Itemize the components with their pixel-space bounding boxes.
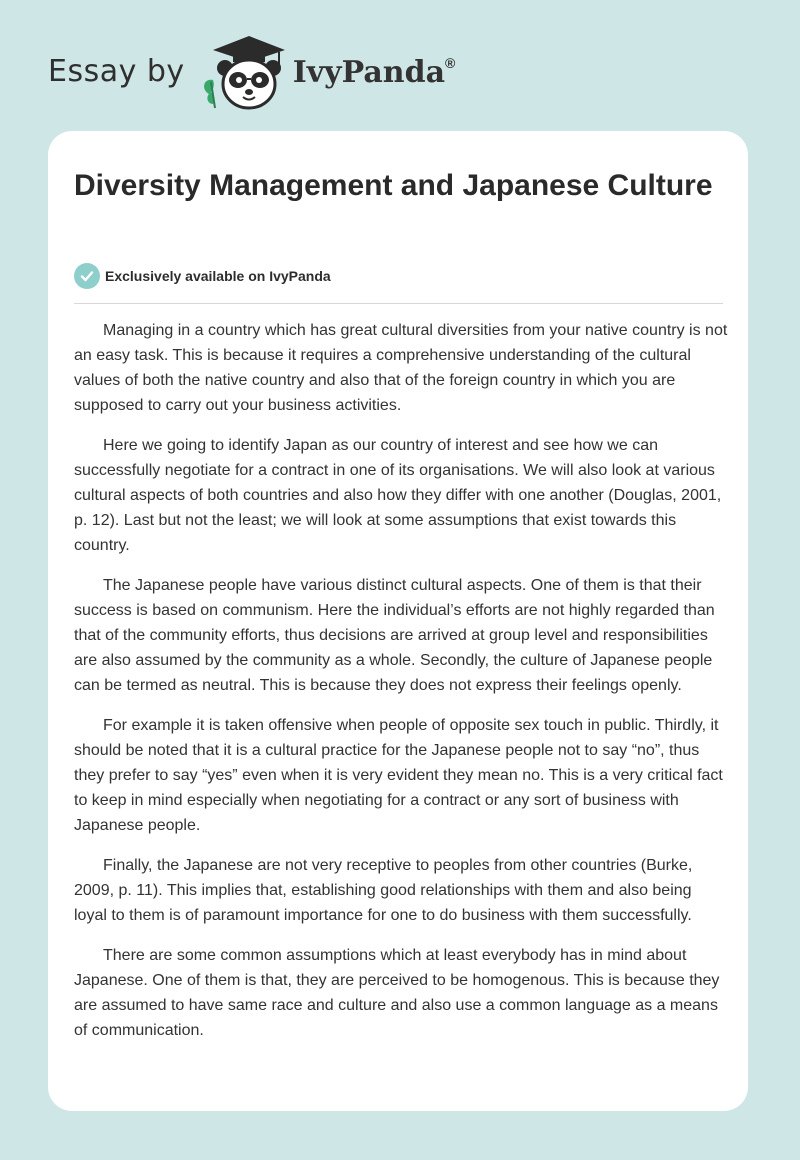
site-header [48,34,455,114]
paragraph: Managing in a country which has great cultural diversities from your native country is not an easy task. This is because it requires a comprehensive understanding of the cultural values of both the native country and also that of the foreign country in which you are supposed to carry out your business activities. [74,322,728,414]
exclusive-badge [74,263,331,289]
paragraph: For example it is taken offensive when people of opposite sex touch in public. Thirdly, it should be noted that it is a cultural practice for the Japanese people not to say “no”, thus they prefer to say “yes” even when it is very evident they mean no. This is a very critical fact to keep in mind especially when negotiating for a contract or any sort of business with Japanese people. [74,717,723,834]
divider [74,303,723,304]
brand-name[interactable]: IvyPanda® [292,54,456,90]
paragraph: There are some common assumptions which at least everybody has in mind about Japanese. One of them is that, they are perceived to be homogenous. This is because they are assumed to have same race and culture and also use a common language as a means of communication. [74,947,720,1039]
panda-graduate-icon[interactable] [199,34,291,114]
essay-card [48,131,748,1111]
essay-body [74,318,728,1058]
paragraph: The Japanese people have various distinct cultural aspects. One of them is that their success is based on communism. Here the individual’s efforts are not highly regarded than that of the community efforts, thus decisions are arrived at group level and responsibilities are also assumed by the community as a whole. Secondly, the culture of Japanese people can be termed as neutral. This is because they does not express their feelings openly. [74,577,715,694]
page-title: Diversity Management and Japanese Culture [74,169,713,202]
registered-mark: ® [445,54,456,71]
paragraph: Finally, the Japanese are not very receptive to peoples from other countries (Burke, 2009, p. 11). This implies that, establishing good relationships with them and also being loyal to them is of paramount importance for one to do business with them successfully. [74,857,693,924]
essay-by-label: Essay by [48,53,185,89]
exclusive-badge-text: Exclusively available on IvyPanda [105,268,331,284]
check-icon [74,263,100,289]
paragraph: Here we going to identify Japan as our country of interest and see how we can successfully negotiate for a contract in one of its organisations. We will also look at various cultural aspects of both countries and also how they differ with one another (Douglas, 2001, p. 12). Last but not the least; we will look at some assumptions that exist towards this country. [74,437,722,554]
